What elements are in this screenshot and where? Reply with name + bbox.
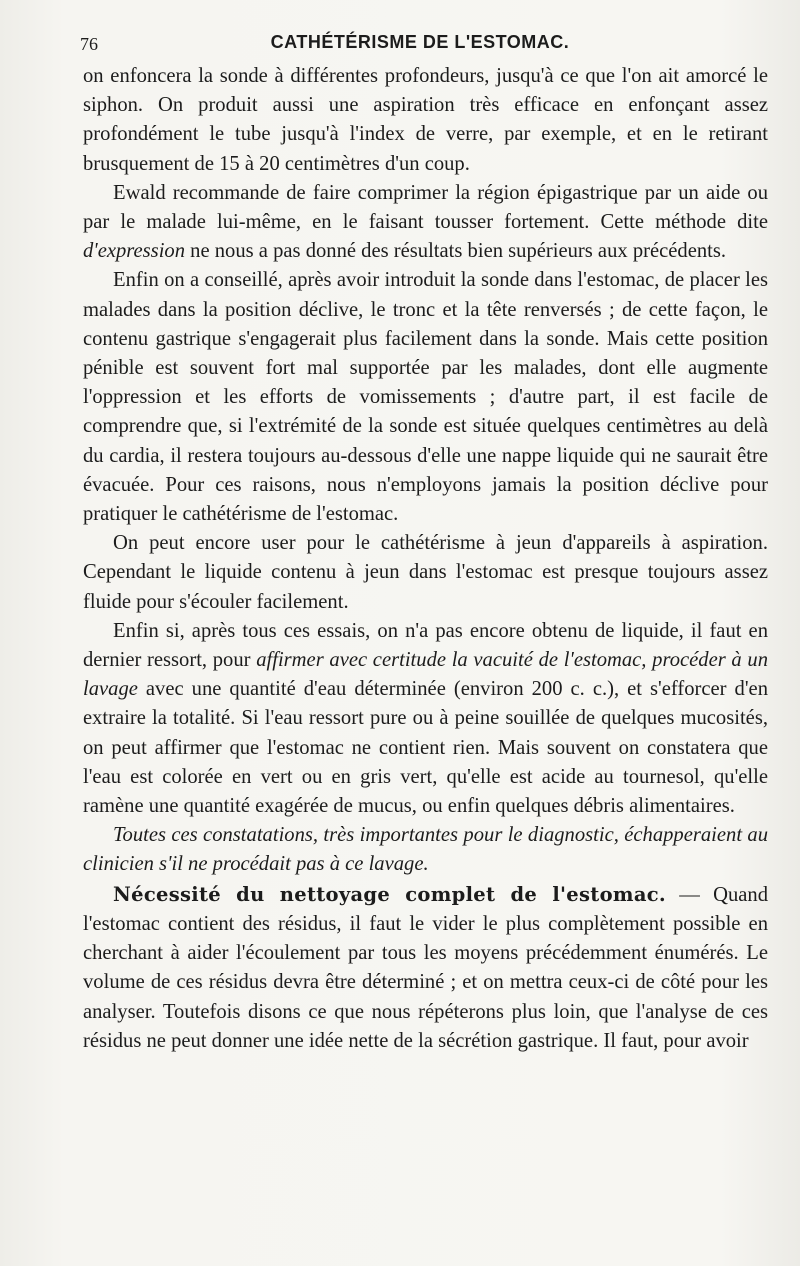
paragraph-2-text-a: Ewald recommande de faire comprimer la région épigastrique par un aide ou par le malade lui-même, en le faisant tousser fortement. Cette méthode dite — [83, 181, 768, 234]
section-heading: Nécessité du nettoyage complet de l'estomac. — [113, 882, 667, 906]
running-title: CATHÉTÉRISME DE L'ESTOMAC. — [270, 32, 570, 52]
paragraph-3: Enfin on a conseillé, après avoir introduit la sonde dans l'estomac, de placer les malades dans la position déclive, le tronc et la tête renversés ; de cette façon, le contenu gastrique s'engagerait plus facilement dans la sonde. Mais cette position pénible est souvent fort mal supportée par les malades, dont elle augmente l'oppression et les efforts de vomissements ; d'autre part, il est facile de comprendre que, si l'extrémité de la sonde est située quelques centimètres au delà du cardia, il restera toujours au-dessous d'elle une nappe liquide qui ne saurait être évacuée. Pour ces raisons, nous n'employons jamais la position déclive pour pratiquer le cathétérisme de l'estomac. — [83, 269, 768, 526]
paragraph-4: On peut encore user pour le cathétérisme à jeun d'appareils à aspiration. Cependant le liquide contenu à jeun dans l'estomac est presque toujours assez fluide pour s'écouler facilement. — [83, 532, 768, 613]
paragraph-7-text: — Quand l'estomac contient des résidus, il faut le vider le plus complètement possible en cherchant à aider l'écoulement par tous les moyens précédemment énumérés. Le volume de ces résidus devra être déterminé ; et on mettra ceux-ci de côté pour les analyser. Toutefois disons ce que nous répéterons plus loin, que l'analyse de ces résidus ne peut donner une idée nette de la sécrétion gastrique. Il faut, pour avoir — [83, 883, 769, 1052]
paragraph-5-text-a: Enfin si, après tous ces essais, on n'a pas encore obtenu de liquide, il faut en dernier ressort, pour — [83, 619, 768, 672]
paragraph-5-emphasis: affirmer avec certitude la vacuité de l'estomac, procéder à un lavage — [83, 649, 769, 701]
page-header — [80, 30, 760, 60]
paragraph-5 — [83, 617, 768, 821]
paragraph-2-emphasis: d'expression — [83, 240, 186, 263]
paragraph-2-text-b: ne nous a pas donné des résultats bien supérieurs aux précédents. — [185, 240, 727, 263]
body-text — [83, 62, 768, 1056]
paragraph-2 — [83, 179, 768, 267]
paragraph-7 — [83, 880, 768, 1056]
paragraph-1: on enfoncera la sonde à différentes profondeurs, jusqu'à ce que l'on ait amorcé le siphon. On produit aussi une aspiration très efficace en enfonçant assez profondément le tube jusqu'à l'index de verre, par exemple, et en le retirant brusquement de 15 à 20 centimètres d'un coup. — [83, 65, 768, 175]
paragraph-5-text-b: avec une quantité d'eau déterminée (environ 200 c. c.), et s'efforcer d'en extraire la totalité. Si l'eau ressort pure ou à peine souillée de quelques mucosités, on peut affirmer que l'estomac ne contient rien. Mais souvent on constatera que l'eau est colorée en vert ou en gris vert, qu'elle est acide au tournesol, qu'elle ramène une quantité exagérée de mucus, ou enfin quelques débris alimentaires. — [83, 678, 768, 818]
page-number: 76 — [80, 34, 98, 54]
paragraph-6-italic-note: Toutes ces constatations, très importantes pour le diagnostic, échapperaient au clinicien s'il ne procédait pas à ce lavage. — [83, 824, 768, 876]
